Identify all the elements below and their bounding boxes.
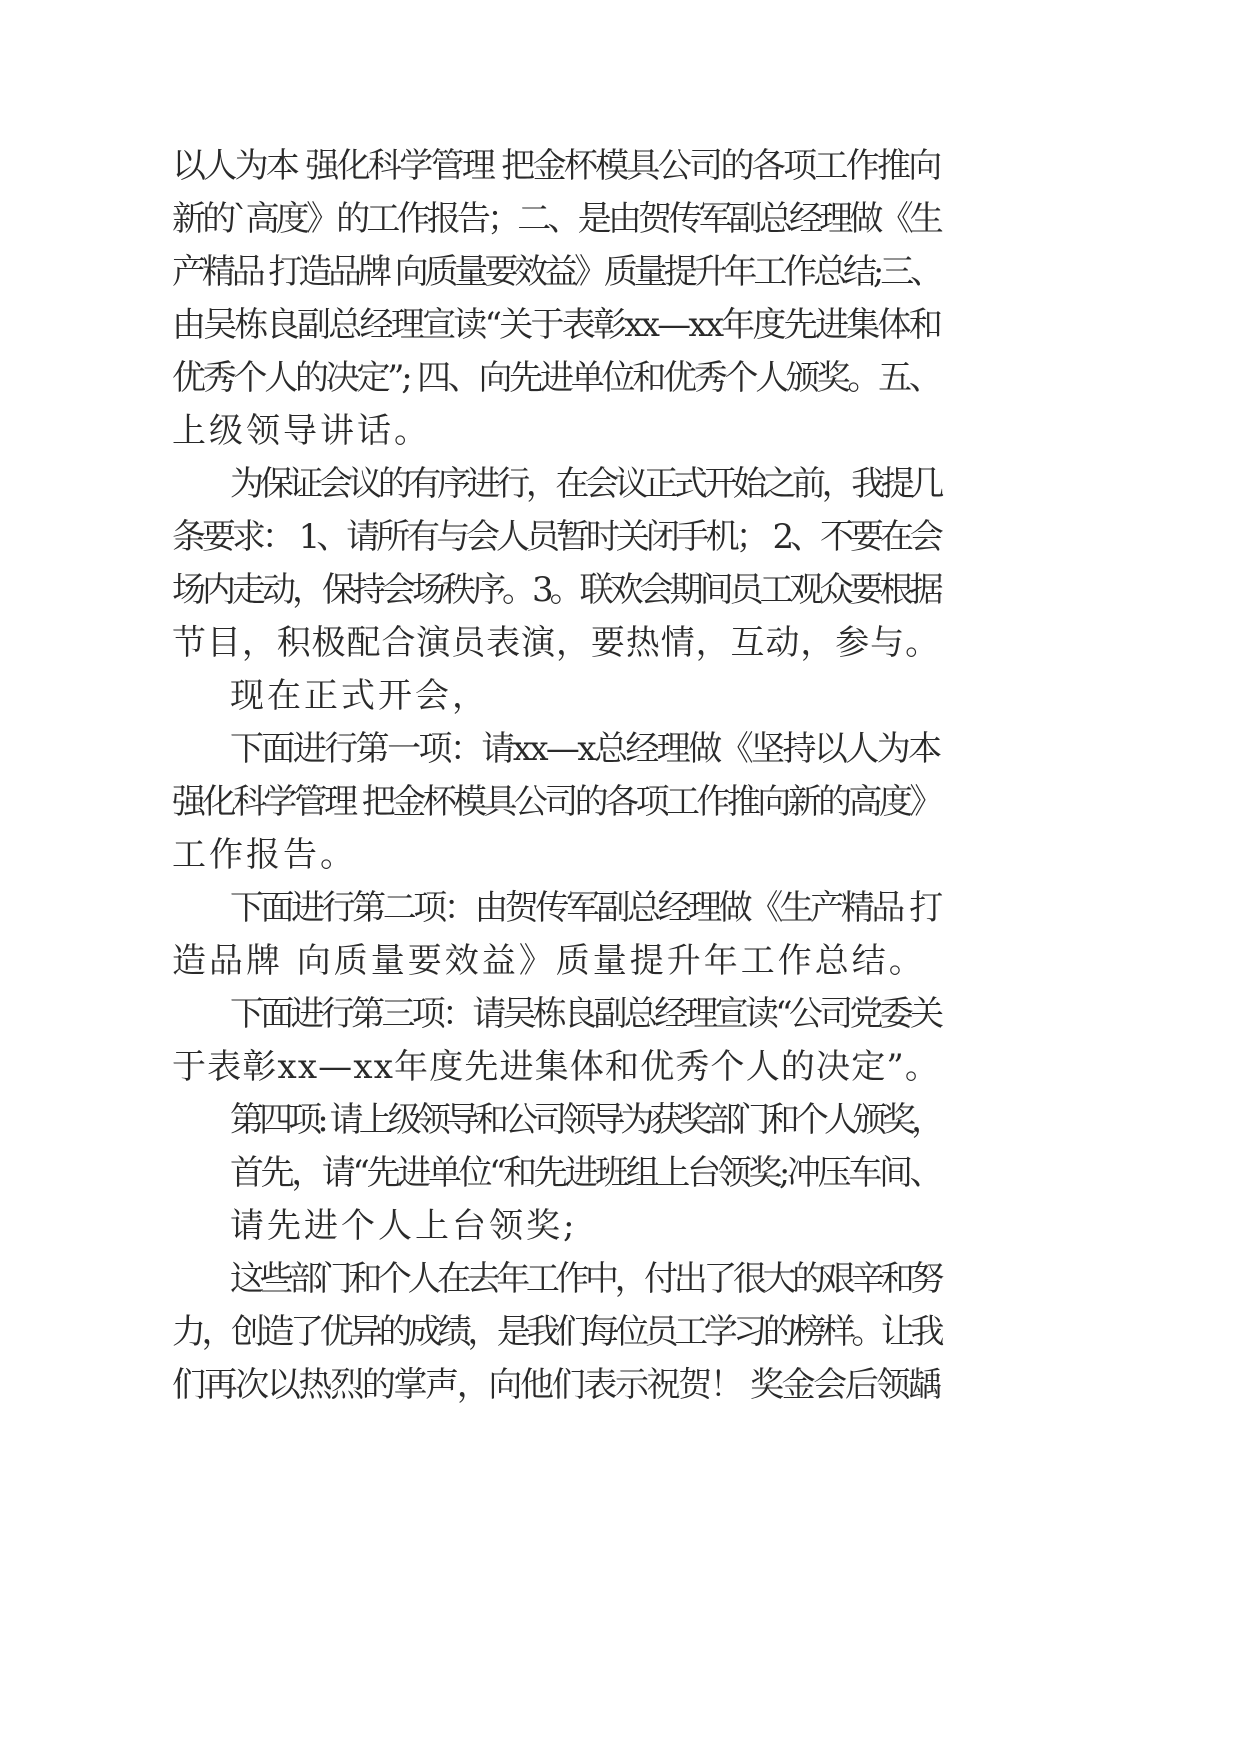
text-line: 新的`高度》的工作报告；二、是由贺传军副总经理做《生 bbox=[172, 199, 940, 239]
text-line: 这些部门和个人在去年工作中，付出了很大的艰辛和努 bbox=[230, 1259, 940, 1299]
text-line: 由吴栋良副总经理宣读“关于表彰xx—xx年度先进集体和 bbox=[172, 305, 941, 345]
text-line: 请先进个人上台领奖; bbox=[230, 1206, 578, 1246]
text-line: 场内走动，保持会场秩序。3。联欢会期间员工观众要根据 bbox=[172, 570, 940, 610]
text-line: 于表彰xx—xx年度先进集体和优秀个人的决定”。 bbox=[172, 1047, 941, 1087]
text-line: 力，创造了优异的成绩，是我们每位员工学习的榜样。让我 bbox=[172, 1312, 940, 1352]
text-line: 优秀个人的决定”; 四、向先进单位和优秀个人颁奖。五、 bbox=[172, 358, 940, 398]
text-line: 节目，积极配合演员表演，要热情，互动，参与。 bbox=[172, 623, 940, 663]
text-line: 以人为本 强化科学管理 把金杯模具公司的各项工作推向 bbox=[172, 146, 940, 186]
text-line: 条要求： 1、请所有与会人员暂时关闭手机； 2、不要在会 bbox=[172, 517, 940, 557]
text-line: 现在正式开会， bbox=[230, 676, 489, 716]
text-line: 下面进行第二项：由贺传军副总经理做《生产精品 打 bbox=[230, 888, 940, 928]
text-line: 们再次以热烈的掌声，向他们表示祝贺！ 奖金会后领龋 bbox=[172, 1365, 940, 1405]
text-line: 下面进行第一项：请xx—x总经理做《坚持以人为本 bbox=[230, 729, 940, 769]
text-line: 工作报告。 bbox=[172, 835, 357, 875]
text-line: 强化科学管理 把金杯模具公司的各项工作推向新的高度》 bbox=[172, 782, 940, 822]
text-line: 为保证会议的有序进行，在会议正式开始之前，我提几 bbox=[230, 464, 940, 504]
text-line: 首先，请“先进单位“和先进班组上台领奖;冲压车间、 bbox=[230, 1153, 941, 1193]
text-line: 上级领导讲话。 bbox=[172, 411, 431, 451]
text-line: 下面进行第三项：请吴栋良副总经理宣读“公司党委关 bbox=[230, 994, 941, 1034]
text-line: 第四项: 请上级领导和公司领导为获奖部门和个人颁奖， bbox=[230, 1100, 941, 1140]
text-line: 产精品 打造品牌 向质量要效益》质量提升年工作总结;三、 bbox=[172, 252, 941, 292]
text-line: 造品牌 向质量要效益》质量提升年工作总结。 bbox=[172, 941, 926, 981]
